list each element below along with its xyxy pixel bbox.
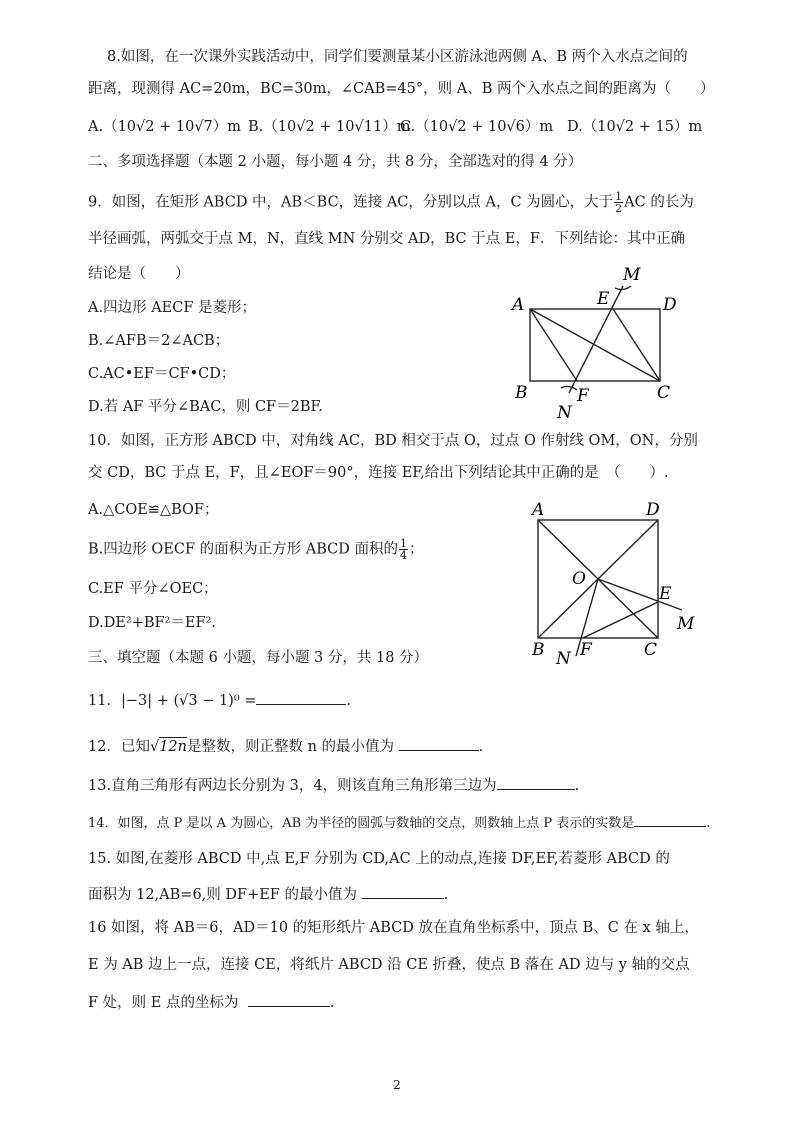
q9-option-b: B.∠AFB＝2∠ACB； bbox=[88, 333, 230, 349]
label-f: F bbox=[577, 386, 589, 406]
q8-option-d: D.（10√2 + 15）m bbox=[567, 119, 703, 135]
q15-line1: 15. 如图,在菱形 ABCD 中,点 E,F 分别为 CD,AC 上的动点,连接 DF,EF,若菱形 ABCD 的 bbox=[88, 851, 670, 867]
label-a: A bbox=[512, 295, 525, 315]
page-number: 2 bbox=[393, 1078, 401, 1092]
label-c: C bbox=[657, 383, 671, 403]
q12-text-a: 12．已知 bbox=[88, 739, 150, 755]
q10-option-b-text: B.四边形 OECF 的面积为正方形 ABCD 面积的 bbox=[88, 541, 398, 558]
q9-option-d: D.若 AF 平分∠BAC，则 CF＝2BF. bbox=[88, 399, 323, 415]
q10-frac-num: 1 bbox=[399, 537, 407, 550]
q10-option-b bbox=[88, 538, 423, 561]
q16-line1: 16 如图，将 AB＝6，AD＝10 的矩形纸片 ABCD 放在直角坐标系中，顶点 B、C 在 x 轴上， bbox=[88, 920, 699, 936]
label-b: B bbox=[515, 383, 528, 403]
q10-option-b-end: ； bbox=[408, 541, 424, 558]
label-d: D bbox=[646, 500, 660, 520]
arc-n bbox=[561, 386, 577, 390]
q10-option-d: D.DE²+BF²＝EF². bbox=[88, 615, 216, 631]
q10-line2: 交 CD，BC 于点 E，F，且∠EOF＝90°，连接 EF,给出下列结论其中正确的是 （ ）. bbox=[88, 465, 669, 481]
q10-option-a: A.△COE≌△BOF； bbox=[88, 502, 219, 518]
q11-answer-blank[interactable] bbox=[256, 690, 346, 705]
q9-frac-den: 2 bbox=[615, 202, 623, 215]
q9-line2: 半径画弧，两弧交于点 M，N，直线 MN 分别交 AD，BC 于点 E，F．下列结论：其中正确 bbox=[88, 231, 685, 247]
q13: 13.直角三角形有两边长分别为 3，4，则该直角三角形第三边为 . bbox=[88, 775, 579, 796]
segment-ef bbox=[583, 602, 658, 638]
diagonal-ac bbox=[530, 309, 660, 381]
q12-answer-blank[interactable] bbox=[399, 736, 479, 751]
q9-option-a: A.四边形 AECF 是菱形； bbox=[88, 300, 257, 316]
q13-text: 13.直角三角形有两边长分别为 3，4，则该直角三角形第三边为 bbox=[88, 778, 497, 794]
q10-fraction bbox=[399, 538, 408, 561]
segment-ec bbox=[613, 309, 660, 381]
q11: 11．|−3| + (√3 − 1)⁰ = . bbox=[88, 690, 351, 711]
q13-answer-blank[interactable] bbox=[497, 775, 575, 790]
q9-line1-b: AC 的长为 bbox=[624, 194, 694, 211]
q12: 12．已知√12n是整数，则正整数 n 的最小值为 . bbox=[88, 736, 483, 757]
section2-heading: 二、多项选择题（本题 2 小题，每小题 4 分，共 8 分，全部选对的得 4 分） bbox=[88, 154, 583, 170]
q15-line2: 面积为 12,AB=6,则 DF+EF 的最小值为 . bbox=[88, 884, 448, 905]
label-n: N bbox=[557, 403, 572, 423]
q8-option-a: A.（10√2 + 10√7）m bbox=[88, 119, 242, 135]
label-c: C bbox=[644, 640, 658, 660]
q12-radical: √12n bbox=[149, 739, 187, 755]
q15-line2-text: 面积为 12,AB=6,则 DF+EF 的最小值为 bbox=[88, 887, 357, 903]
q16-line2: E 为 AB 边上一点，连接 CE，将纸片 ABCD 沿 CE 折叠，使点 B 落在 AD 边与 y 轴的交点 bbox=[88, 957, 690, 973]
q15-answer-blank[interactable] bbox=[362, 884, 444, 899]
q11-text: 11．|−3| + (√3 − 1)⁰ = bbox=[88, 693, 257, 709]
q9-line1 bbox=[88, 191, 694, 214]
label-e: E bbox=[659, 584, 672, 604]
q8-option-c: C.（10√2 + 10√6）m bbox=[400, 119, 554, 135]
label-m: M bbox=[677, 614, 695, 634]
q9-fraction bbox=[614, 191, 623, 214]
label-n: N bbox=[556, 649, 571, 669]
q9-line1-a: 9．如图，在矩形 ABCD 中，AB＜BC，连接 AC，分别以点 A，C 为圆心，大于 bbox=[88, 194, 614, 211]
label-a: A bbox=[532, 500, 545, 520]
q9-figure bbox=[505, 262, 695, 427]
label-f: F bbox=[580, 640, 592, 660]
segment-af bbox=[530, 309, 577, 381]
q10-option-c: C.EF 平分∠OEC； bbox=[88, 581, 218, 597]
q9-frac-num: 1 bbox=[615, 190, 623, 203]
section3-heading: 三、填空题（本题 6 小题，每小题 3 分，共 18 分） bbox=[88, 650, 429, 666]
q10-figure bbox=[522, 498, 702, 673]
q16-line3-text: F 处，则 E 点的坐标为 bbox=[88, 995, 239, 1011]
label-m: M bbox=[623, 265, 641, 285]
q8-line2: 距离，现测得 AC=20m，BC=30m，∠CAB=45°，则 A、B 两个入水点之间的距离为（ ） bbox=[88, 81, 715, 97]
q8-line1: 8.如图，在一次课外实践活动中，同学们要测量某小区游泳池两侧 A、B 两个入水点之间的 bbox=[107, 49, 688, 65]
line-mn bbox=[569, 286, 623, 393]
label-e: E bbox=[597, 289, 610, 309]
q10-frac-den: 4 bbox=[399, 549, 407, 562]
label-b: B bbox=[532, 640, 545, 660]
q16-line3: F 处，则 E 点的坐标为 . bbox=[88, 992, 334, 1013]
q14: 14．如图，点 P 是以 A 为圆心，AB 为半径的圆弧与数轴的交点，则数轴上点 P 表示的实数是 . bbox=[88, 812, 710, 834]
q14-answer-blank[interactable] bbox=[634, 812, 706, 827]
q9-line3: 结论是（ ） bbox=[88, 266, 190, 282]
q9-option-c: C.AC•EF＝CF•CD； bbox=[88, 366, 236, 382]
q8-option-b: B.（10√2 + 10√11）m bbox=[248, 119, 411, 135]
q12-text-b: 是整数，则正整数 n 的最小值为 bbox=[187, 739, 395, 755]
label-o: O bbox=[572, 569, 586, 589]
q14-text: 14．如图，点 P 是以 A 为圆心，AB 为半径的圆弧与数轴的交点，则数轴上点 P 表示的实数是 bbox=[88, 816, 635, 831]
q10-line1: 10．如图，正方形 ABCD 中，对角线 AC，BD 相交于点 O，过点 O 作射线 OM，ON，分别 bbox=[88, 433, 698, 449]
q16-answer-blank[interactable] bbox=[248, 992, 330, 1007]
q12-radicand: 12n bbox=[159, 739, 187, 755]
label-d: D bbox=[663, 295, 677, 315]
